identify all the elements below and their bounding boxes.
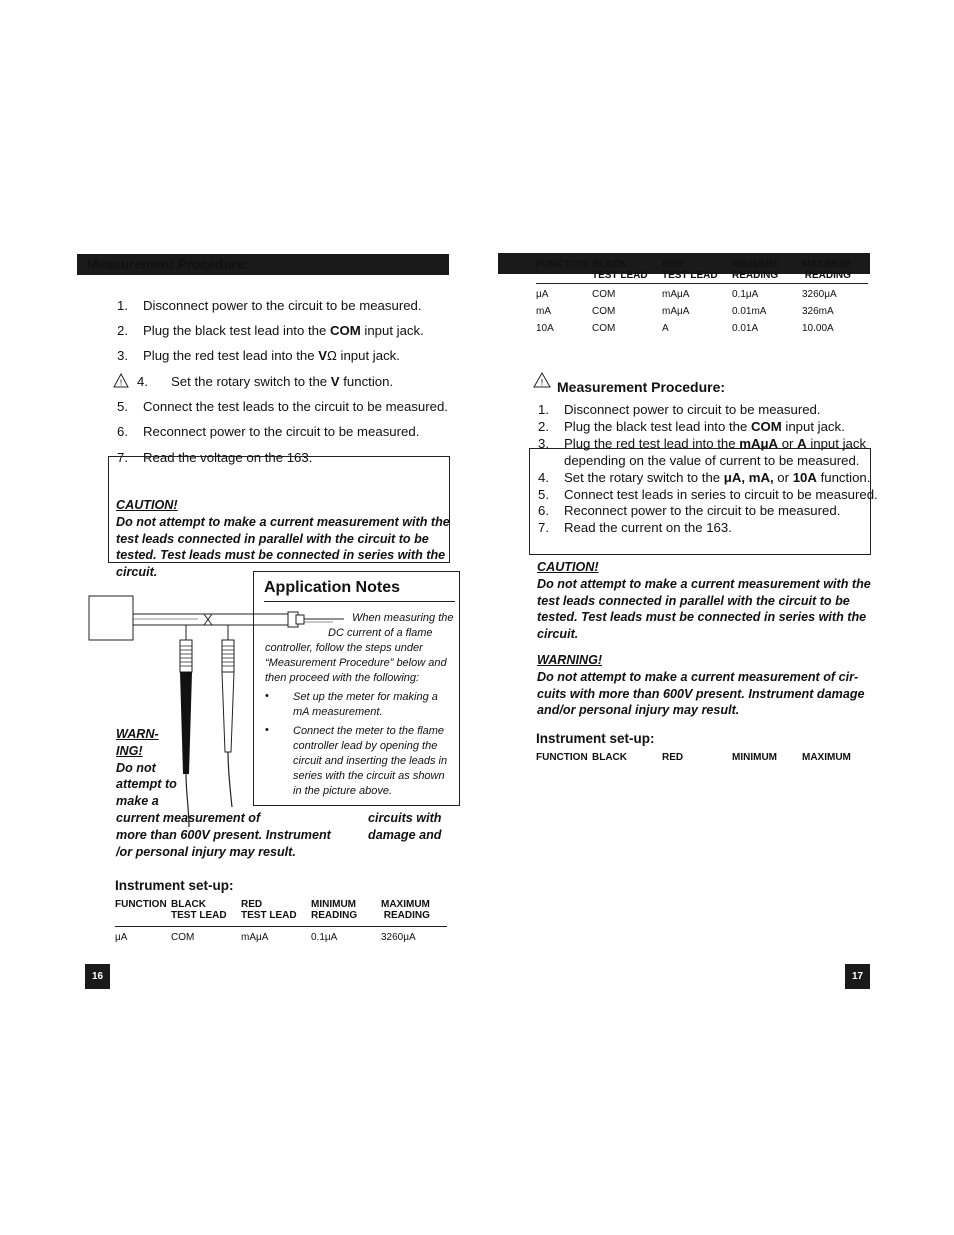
left-warning-right: [368, 810, 441, 844]
left-td-black: COM: [171, 932, 195, 943]
right-setup-th-minimum: MINIMUM: [732, 752, 777, 763]
right-setup-table-top: FUNCTION BLACK TEST LEAD RED TEST LEAD MINIMUM READING MAXIMUM READING μA COM mAμA 0.1μA 3260μA mA COM mAμA 0.01mA 326mA 10A COM A 0.01A 10.00A: [536, 259, 868, 339]
right-heading: Measurement Procedure:: [557, 379, 726, 395]
svg-text:!: !: [119, 378, 123, 388]
bullet-2-line-1: Connect the meter to the flame: [293, 725, 445, 737]
right-setup-th-function: FUNCTION: [536, 752, 588, 763]
right-page-number: 17: [845, 964, 870, 989]
warning-triangle-icon: [533, 372, 551, 388]
right-caution-line-2: test leads connected in parallel with the circuit to be: [537, 593, 850, 608]
right-warning-line-3: and/or personal injury may result.: [537, 703, 740, 718]
right-step-3: 3. Plug the red test lead into the mAμA or A input jack: [538, 436, 867, 451]
left-th-maximum: MAXIMUM READING: [381, 899, 430, 921]
right-step-4: 4. Set the rotary switch to the μA, mA, or 10A function.: [538, 470, 871, 485]
right-th-minimum: MINIMUM READING: [732, 259, 779, 281]
left-caution-line-3: tested. Test leads must be connected in series with the: [116, 548, 446, 563]
left-heading: Measurement Procedure:: [87, 257, 250, 272]
right-setup-th-red: RED: [662, 752, 684, 763]
left-warning-line-1: Do not: [116, 760, 156, 775]
warning-triangle-icon: [113, 373, 129, 388]
right-step-6: 6. Reconnect power to the circuit to be measured.: [538, 503, 841, 518]
bullet-1-glyph: •: [265, 690, 269, 702]
right-setup-th-maximum: MAXIMUM: [802, 752, 851, 763]
left-warning-right-1: circuits with: [368, 811, 442, 825]
bullet-2-line-5: in the picture above.: [293, 785, 393, 797]
right-setup-th-black: BLACK: [592, 752, 627, 763]
left-td-maximum: 3260μA: [381, 932, 416, 943]
bullet-2-glyph: •: [265, 724, 269, 736]
left-th-red: RED TEST LEAD: [241, 899, 297, 921]
bullet-1-line-1: Set up the meter for making a: [293, 691, 438, 703]
left-step-6: 6. Reconnect power to the circuit to be measured.: [117, 424, 420, 439]
svg-text:!: !: [540, 377, 544, 388]
left-caution: [116, 497, 450, 581]
application-notes-box: [253, 571, 460, 806]
left-heading-bar: [77, 254, 449, 275]
app-notes-line-3: controller, follow the steps under: [265, 642, 423, 654]
app-notes-line-4: “Measurement Procedure” below and: [265, 657, 447, 669]
left-warning-tail-3: /or personal injury may result.: [116, 844, 296, 859]
right-warning: [537, 652, 865, 719]
left-step-4: ! 4. Set the rotary switch to the V function.: [114, 374, 393, 389]
left-th-minimum: MINIMUM READING: [311, 899, 358, 921]
app-notes-line-1: When measuring the: [352, 612, 454, 624]
right-setup-title: Instrument set-up:: [536, 731, 655, 746]
right-step-7: 7. Read the current on the 163.: [538, 520, 732, 535]
right-warning-title: WARNING!: [537, 653, 603, 667]
right-warning-line-1: Do not attempt to make a current measurement of cir-: [537, 669, 859, 684]
left-warning-tail-2: more than 600V present. Instrument: [116, 827, 331, 842]
left-warning-right-2: damage and: [368, 827, 442, 842]
left-warning-column: [116, 726, 177, 810]
bullet-2-line-2: controller lead by opening the: [293, 740, 438, 752]
bullet-2-line-4: series with the circuit as shown: [293, 770, 445, 782]
left-step-5: 5. Connect the test leads to the circuit to be measured.: [117, 399, 448, 414]
right-caution-line-1: Do not attempt to make a current measurement with the: [537, 576, 871, 591]
right-th-black: BLACK TEST LEAD: [592, 259, 648, 281]
application-notes-title: Application Notes: [264, 579, 401, 596]
right-setup-headers: [536, 752, 868, 766]
right-caution-line-4: circuit.: [537, 627, 579, 642]
left-page-number: 16: [85, 964, 110, 989]
controller-box: [89, 596, 133, 640]
left-caution-line-2: test leads connected in parallel with the circuit to be: [116, 531, 429, 546]
bullet-1-line-2: mA measurement.: [293, 706, 383, 718]
left-warning-line-3: make a: [116, 794, 159, 809]
app-notes-line-5: then proceed with the following:: [265, 672, 420, 684]
left-th-function: FUNCTION: [115, 899, 167, 910]
left-warning-line-2: attempt to: [116, 777, 177, 792]
right-caution-line-3: tested. Test leads must be connected in series with the: [537, 610, 867, 625]
left-th-black: BLACK TEST LEAD: [171, 899, 227, 921]
left-caution-line-4: circuit.: [116, 565, 158, 580]
left-td-function: μA: [115, 932, 128, 943]
right-th-red: RED TEST LEAD: [662, 259, 718, 281]
left-setup-table: [115, 899, 447, 944]
left-caution-line-1: Do not attempt to make a current measurement with the: [116, 514, 450, 529]
right-th-maximum: MAXIMUM READING: [802, 259, 851, 281]
left-step-1: 1. Disconnect power to the circuit to be measured.: [117, 298, 422, 313]
left-caution-title: CAUTION!: [116, 498, 178, 512]
left-td-red: mAμA: [241, 932, 269, 943]
left-warning-title-2: ING!: [116, 743, 143, 758]
right-caution-title: CAUTION!: [537, 560, 599, 574]
left-warning-tail: [116, 810, 331, 860]
right-step-1: 1. Disconnect power to circuit to be measured.: [538, 402, 821, 417]
left-warning-title-1: WARN-: [116, 727, 159, 741]
left-warning-tail-1: current measurement of: [116, 811, 261, 825]
right-caution: [537, 559, 871, 643]
left-step-3: 3. Plug the red test lead into the VΩ input jack.: [117, 348, 400, 363]
bullet-2-line-3: circuit and inserting the leads in: [293, 755, 448, 767]
right-warning-line-2: cuits with more than 600V present. Instrument damage: [537, 686, 865, 701]
left-step-7: 7. Read the voltage on the 163.: [117, 450, 313, 465]
left-td-minimum: 0.1μA: [311, 932, 338, 943]
left-step-2: 2. Plug the black test lead into the COM input jack.: [117, 323, 424, 338]
right-step-2: 2. Plug the black test lead into the COM input jack.: [538, 419, 845, 434]
right-step-5: 5. Connect test leads in series to circuit to be measured.: [538, 487, 878, 502]
left-setup-title: Instrument set-up:: [115, 878, 234, 893]
right-step-3-cont: depending on the value of current to be measured.: [564, 453, 860, 468]
right-th-function: FUNCTION: [536, 259, 588, 270]
app-notes-line-2: DC current of a flame: [328, 627, 433, 639]
